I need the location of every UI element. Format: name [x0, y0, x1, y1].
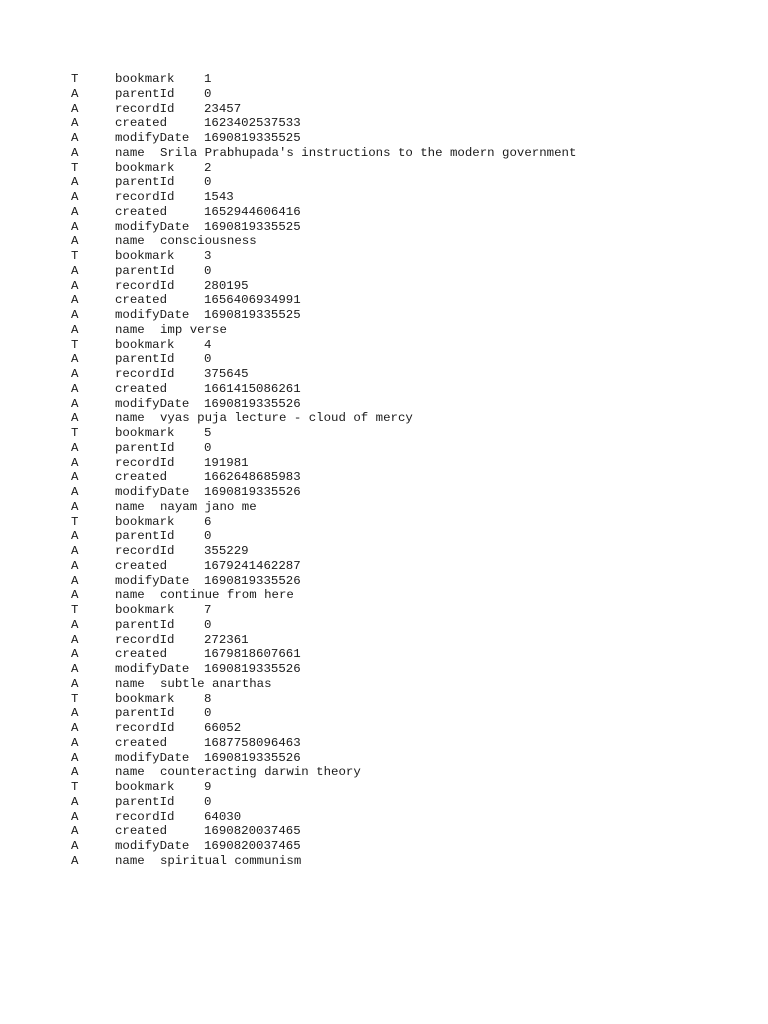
record-attribute-line [0, 647, 768, 662]
field-key: name [115, 853, 145, 868]
line-type: A [71, 721, 79, 735]
record-attribute-line [0, 839, 768, 854]
field-key: bookmark [115, 426, 175, 440]
line-type: A [71, 588, 79, 603]
field-key: recordId [115, 544, 175, 558]
line-type: A [71, 765, 79, 780]
field-key: bookmark [115, 337, 175, 352]
record-attribute-line [0, 765, 768, 780]
record-list [0, 72, 768, 869]
field-key: created [115, 735, 168, 750]
field-value: 272361 [204, 632, 249, 647]
field-value: 355229 [204, 544, 249, 558]
record-attribute-line [0, 706, 768, 721]
field-key: name [115, 765, 145, 780]
field-value: 0 [204, 706, 212, 721]
field-key: created [115, 647, 168, 662]
field-key: name [115, 499, 145, 514]
field-key: name [115, 145, 145, 160]
field-key: created [115, 558, 168, 573]
line-type: A [71, 632, 79, 647]
field-key: created [115, 293, 168, 308]
record-attribute-line [0, 795, 768, 810]
line-type: A [71, 219, 79, 234]
field-value: 1656406934991 [204, 293, 301, 308]
field-key: parentId [115, 263, 175, 278]
record-attribute-line [0, 279, 768, 294]
line-type: A [71, 573, 79, 588]
field-key: bookmark [115, 160, 175, 175]
line-type: A [71, 367, 79, 381]
field-key: created [115, 116, 168, 131]
field-value: 1623402537533 [204, 116, 301, 131]
field-value: 375645 [204, 367, 249, 381]
field-value: 1 [204, 72, 212, 86]
line-type: T [71, 337, 79, 352]
field-key: parentId [115, 440, 175, 455]
line-type: A [71, 544, 79, 558]
field-key: parentId [115, 617, 175, 632]
field-key: recordId [115, 367, 175, 381]
field-key: bookmark [115, 603, 175, 617]
line-type: A [71, 308, 79, 322]
record-attribute-line [0, 352, 768, 367]
field-value: 0 [204, 794, 212, 809]
line-type: A [71, 145, 79, 160]
field-value: 1690819335526 [204, 396, 301, 411]
record-attribute-line [0, 456, 768, 471]
record-attribute-line [0, 441, 768, 456]
record-attribute-line [0, 854, 768, 869]
field-value: 1690819335525 [204, 308, 301, 322]
record-attribute-line [0, 736, 768, 751]
field-key: modifyDate [115, 839, 190, 853]
field-value: 9 [204, 780, 212, 794]
field-value: 191981 [204, 455, 249, 470]
line-type: A [71, 735, 79, 750]
line-type: A [71, 558, 79, 573]
line-type: A [71, 662, 79, 676]
line-type: A [71, 617, 79, 632]
field-key: modifyDate [115, 219, 190, 234]
field-key: recordId [115, 101, 175, 116]
record-attribute-line [0, 87, 768, 102]
line-type: T [71, 426, 79, 440]
field-key: created [115, 470, 168, 485]
line-type: A [71, 529, 79, 544]
field-key: name [115, 234, 145, 249]
line-type: A [71, 455, 79, 470]
field-key: recordId [115, 455, 175, 470]
field-value: continue from here [160, 588, 294, 603]
record-attribute-line [0, 559, 768, 574]
field-value: vyas puja lecture - cloud of mercy [160, 411, 413, 426]
field-key: bookmark [115, 514, 175, 529]
line-type: A [71, 352, 79, 367]
line-type: A [71, 116, 79, 131]
line-type: A [71, 706, 79, 721]
record-header-line [0, 603, 768, 618]
record-attribute-line [0, 500, 768, 515]
field-value: 1687758096463 [204, 735, 301, 750]
record-attribute-line [0, 470, 768, 485]
record-attribute-line [0, 102, 768, 117]
record-header-line [0, 72, 768, 87]
record-header-line [0, 780, 768, 795]
record-attribute-line [0, 633, 768, 648]
field-key: modifyDate [115, 308, 190, 322]
record-attribute-line [0, 574, 768, 589]
field-key: recordId [115, 809, 175, 824]
field-value: 1661415086261 [204, 381, 301, 396]
line-type: A [71, 131, 79, 145]
field-value: 0 [204, 440, 212, 455]
field-value: 280195 [204, 278, 249, 293]
record-attribute-line [0, 810, 768, 825]
line-type: A [71, 411, 79, 426]
line-type: T [71, 72, 79, 86]
record-attribute-line [0, 529, 768, 544]
field-value: 0 [204, 617, 212, 632]
line-type: A [71, 809, 79, 824]
field-key: recordId [115, 721, 175, 735]
line-type: A [71, 794, 79, 809]
field-value: 1690819335525 [204, 131, 301, 145]
field-value: 1690820037465 [204, 839, 301, 853]
record-attribute-line [0, 662, 768, 677]
field-key: created [115, 381, 168, 396]
line-type: T [71, 603, 79, 617]
field-value: 0 [204, 175, 212, 190]
record-attribute-line [0, 618, 768, 633]
line-type: T [71, 691, 79, 706]
field-value: consciousness [160, 234, 257, 249]
line-type: T [71, 780, 79, 794]
field-key: modifyDate [115, 573, 190, 588]
line-type: A [71, 381, 79, 396]
line-type: T [71, 514, 79, 529]
record-attribute-line [0, 367, 768, 382]
line-type: A [71, 485, 79, 499]
line-type: A [71, 322, 79, 337]
field-value: 1690819335526 [204, 750, 301, 765]
field-key: name [115, 322, 145, 337]
record-attribute-line [0, 485, 768, 500]
line-type: A [71, 750, 79, 765]
record-attribute-line [0, 411, 768, 426]
field-value: 1652944606416 [204, 204, 301, 219]
line-type: A [71, 853, 79, 868]
field-value: counteracting darwin theory [160, 765, 361, 780]
line-type: A [71, 190, 79, 204]
line-type: A [71, 263, 79, 278]
field-key: parentId [115, 794, 175, 809]
line-type: A [71, 175, 79, 190]
record-attribute-line [0, 220, 768, 235]
record-attribute-line [0, 824, 768, 839]
field-value: 0 [204, 86, 212, 101]
field-value: 1662648685983 [204, 470, 301, 485]
record-attribute-line [0, 146, 768, 161]
field-key: bookmark [115, 780, 175, 794]
line-type: A [71, 101, 79, 116]
field-value: 0 [204, 529, 212, 544]
field-value: Srila Prabhupada's instructions to the modern government [160, 145, 577, 160]
record-attribute-line [0, 131, 768, 146]
field-value: 0 [204, 352, 212, 367]
record-attribute-line [0, 588, 768, 603]
record-attribute-line [0, 308, 768, 323]
line-type: A [71, 278, 79, 293]
line-type: T [71, 249, 79, 263]
record-header-line [0, 426, 768, 441]
field-key: name [115, 411, 145, 426]
record-attribute-line [0, 544, 768, 559]
record-attribute-line [0, 677, 768, 692]
record-attribute-line [0, 293, 768, 308]
field-key: modifyDate [115, 662, 190, 676]
field-key: recordId [115, 632, 175, 647]
field-value: 5 [204, 426, 212, 440]
field-key: created [115, 824, 168, 839]
field-key: modifyDate [115, 750, 190, 765]
record-header-line [0, 692, 768, 707]
line-type: A [71, 676, 79, 691]
record-header-line [0, 338, 768, 353]
field-value: 23457 [204, 101, 242, 116]
field-key: parentId [115, 352, 175, 367]
field-key: name [115, 588, 145, 603]
field-value: 8 [204, 691, 212, 706]
field-value: spiritual communism [160, 853, 302, 868]
field-value: 1690820037465 [204, 824, 301, 839]
field-value: 1690819335526 [204, 662, 301, 676]
field-value: 3 [204, 249, 212, 263]
line-type: A [71, 293, 79, 308]
field-key: created [115, 204, 168, 219]
field-key: name [115, 676, 145, 691]
field-value: 1690819335526 [204, 485, 301, 499]
record-attribute-line [0, 751, 768, 766]
field-value: 1690819335525 [204, 219, 301, 234]
field-key: parentId [115, 175, 175, 190]
line-type: A [71, 86, 79, 101]
line-type: A [71, 234, 79, 249]
field-value: 1543 [204, 190, 234, 204]
record-attribute-line [0, 721, 768, 736]
field-value: 66052 [204, 721, 242, 735]
field-key: bookmark [115, 691, 175, 706]
field-key: modifyDate [115, 131, 190, 145]
field-key: modifyDate [115, 396, 190, 411]
field-key: parentId [115, 706, 175, 721]
record-attribute-line [0, 175, 768, 190]
field-value: 2 [204, 160, 212, 175]
line-type: A [71, 470, 79, 485]
field-key: recordId [115, 190, 175, 204]
field-value: 0 [204, 263, 212, 278]
field-key: parentId [115, 529, 175, 544]
record-attribute-line [0, 397, 768, 412]
field-value: nayam jano me [160, 499, 257, 514]
field-key: bookmark [115, 249, 175, 263]
record-attribute-line [0, 264, 768, 279]
record-attribute-line [0, 323, 768, 338]
line-type: A [71, 647, 79, 662]
field-value: 1679818607661 [204, 647, 301, 662]
line-type: A [71, 499, 79, 514]
field-value: subtle anarthas [160, 676, 272, 691]
field-value: imp verse [160, 322, 227, 337]
field-key: modifyDate [115, 485, 190, 499]
record-attribute-line [0, 116, 768, 131]
line-type: A [71, 839, 79, 853]
field-value: 1690819335526 [204, 573, 301, 588]
record-header-line [0, 249, 768, 264]
record-attribute-line [0, 382, 768, 397]
field-key: parentId [115, 86, 175, 101]
record-header-line [0, 161, 768, 176]
line-type: A [71, 396, 79, 411]
field-value: 4 [204, 337, 212, 352]
record-attribute-line [0, 234, 768, 249]
record-attribute-line [0, 190, 768, 205]
line-type: A [71, 440, 79, 455]
line-type: A [71, 824, 79, 839]
field-value: 1679241462287 [204, 558, 301, 573]
field-key: recordId [115, 278, 175, 293]
line-type: A [71, 204, 79, 219]
field-key: bookmark [115, 72, 175, 86]
field-value: 6 [204, 514, 212, 529]
field-value: 7 [204, 603, 212, 617]
record-header-line [0, 515, 768, 530]
line-type: T [71, 160, 79, 175]
field-value: 64030 [204, 809, 242, 824]
record-attribute-line [0, 205, 768, 220]
